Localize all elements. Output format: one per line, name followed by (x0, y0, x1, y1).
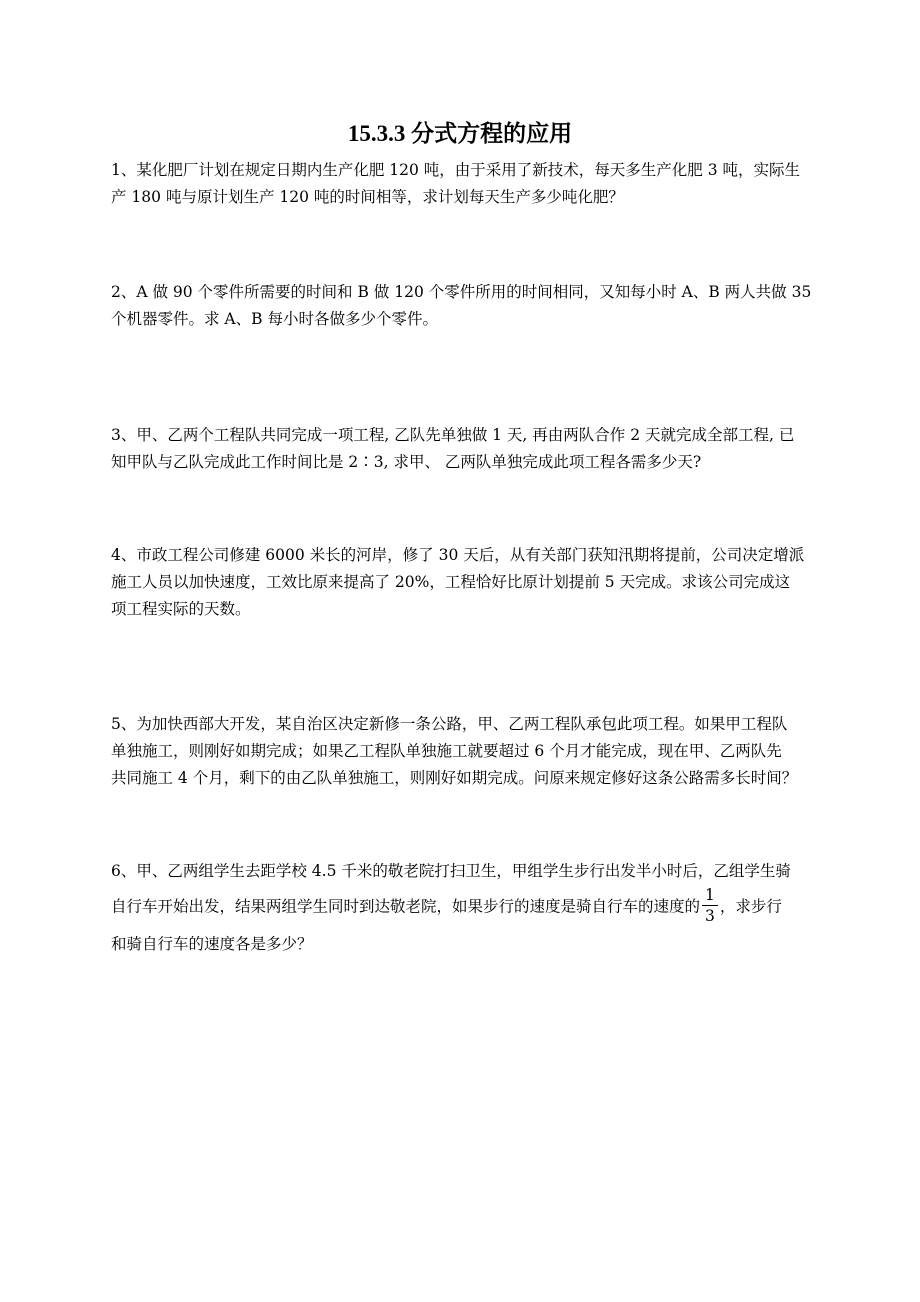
question-5 (111, 711, 811, 792)
question-3 (111, 422, 811, 476)
question-5-line-1: 5、为加快西部大开发，某自治区决定新修一条公路，甲、乙两工程队承包此项工程。如果甲工程队 (111, 715, 788, 733)
fraction-one-third (702, 885, 718, 926)
question-2-line-2: 个机器零件。求 A、B 每小时各做多少个零件。 (111, 310, 438, 328)
question-1 (111, 157, 811, 211)
question-1-line-1: 1、某化肥厂计划在规定日期内生产化肥 120 吨，由于采用了新技术，每天多生产化肥 3 吨，实际生 (111, 161, 801, 179)
question-2 (111, 279, 811, 333)
question-5-line-2: 单独施工，则刚好如期完成；如果乙工程队单独施工就要超过 6 个月才能完成，现在甲、乙两队先 (111, 742, 782, 760)
page-title: 15.3.3 分式方程的应用 (347, 121, 573, 146)
question-6 (111, 855, 811, 960)
question-1-line-2: 产 180 吨与原计划生产 120 吨的时间相等，求计划每天生产多少吨化肥？ (111, 188, 624, 206)
question-4-line-2: 施工人员以加快速度，工效比原来提高了 20%，工程恰好比原计划提前 5 天完成。求该公司完成这 (111, 573, 791, 591)
question-6-line-3: 和骑自行车的速度各是多少？ (111, 935, 313, 953)
question-4-line-3: 项工程实际的天数。 (111, 600, 251, 618)
fraction-denominator: 3 (705, 907, 715, 925)
question-6-line-1: 6、甲、乙两组学生去距学校 4.5 千米的敬老院打扫卫生，甲组学生步行出发半小时后，乙组学生骑 (111, 862, 791, 880)
question-3-line-1: 3、甲、乙两个工程队共同完成一项工程, 乙队先单独做 1 天, 再由两队合作 2 天就完成全部工程, 已 (111, 426, 795, 444)
question-5-line-3: 共同施工 4 个月，剩下的由乙队单独施工，则刚好如期完成。问原来规定修好这条公路需多长时间？ (111, 769, 798, 787)
question-2-line-1: 2、A 做 90 个零件所需要的时间和 B 做 120 个零件所用的时间相同，又知每小时 A、B 两人共做 35 (111, 283, 812, 301)
question-6-line-2-text-after: ，求步行 (719, 897, 782, 916)
question-4 (111, 542, 811, 623)
fraction-numerator: 1 (702, 885, 718, 906)
question-3-line-2: 知甲队与乙队完成此工作时间比是 2∶3, 求甲、 乙两队单独完成此项工程各需多少天? (111, 453, 702, 471)
question-4-line-1: 4、市政工程公司修建 6000 米长的河岸，修了 30 天后，从有关部门获知汛期将提前，公司决定增派 (111, 546, 805, 564)
question-6-line-2 (111, 887, 811, 928)
question-6-line-2-text-before: 自行车开始出发，结果两组学生同时到达敬老院，如果步行的速度是骑自行车的速度的 (111, 897, 701, 916)
